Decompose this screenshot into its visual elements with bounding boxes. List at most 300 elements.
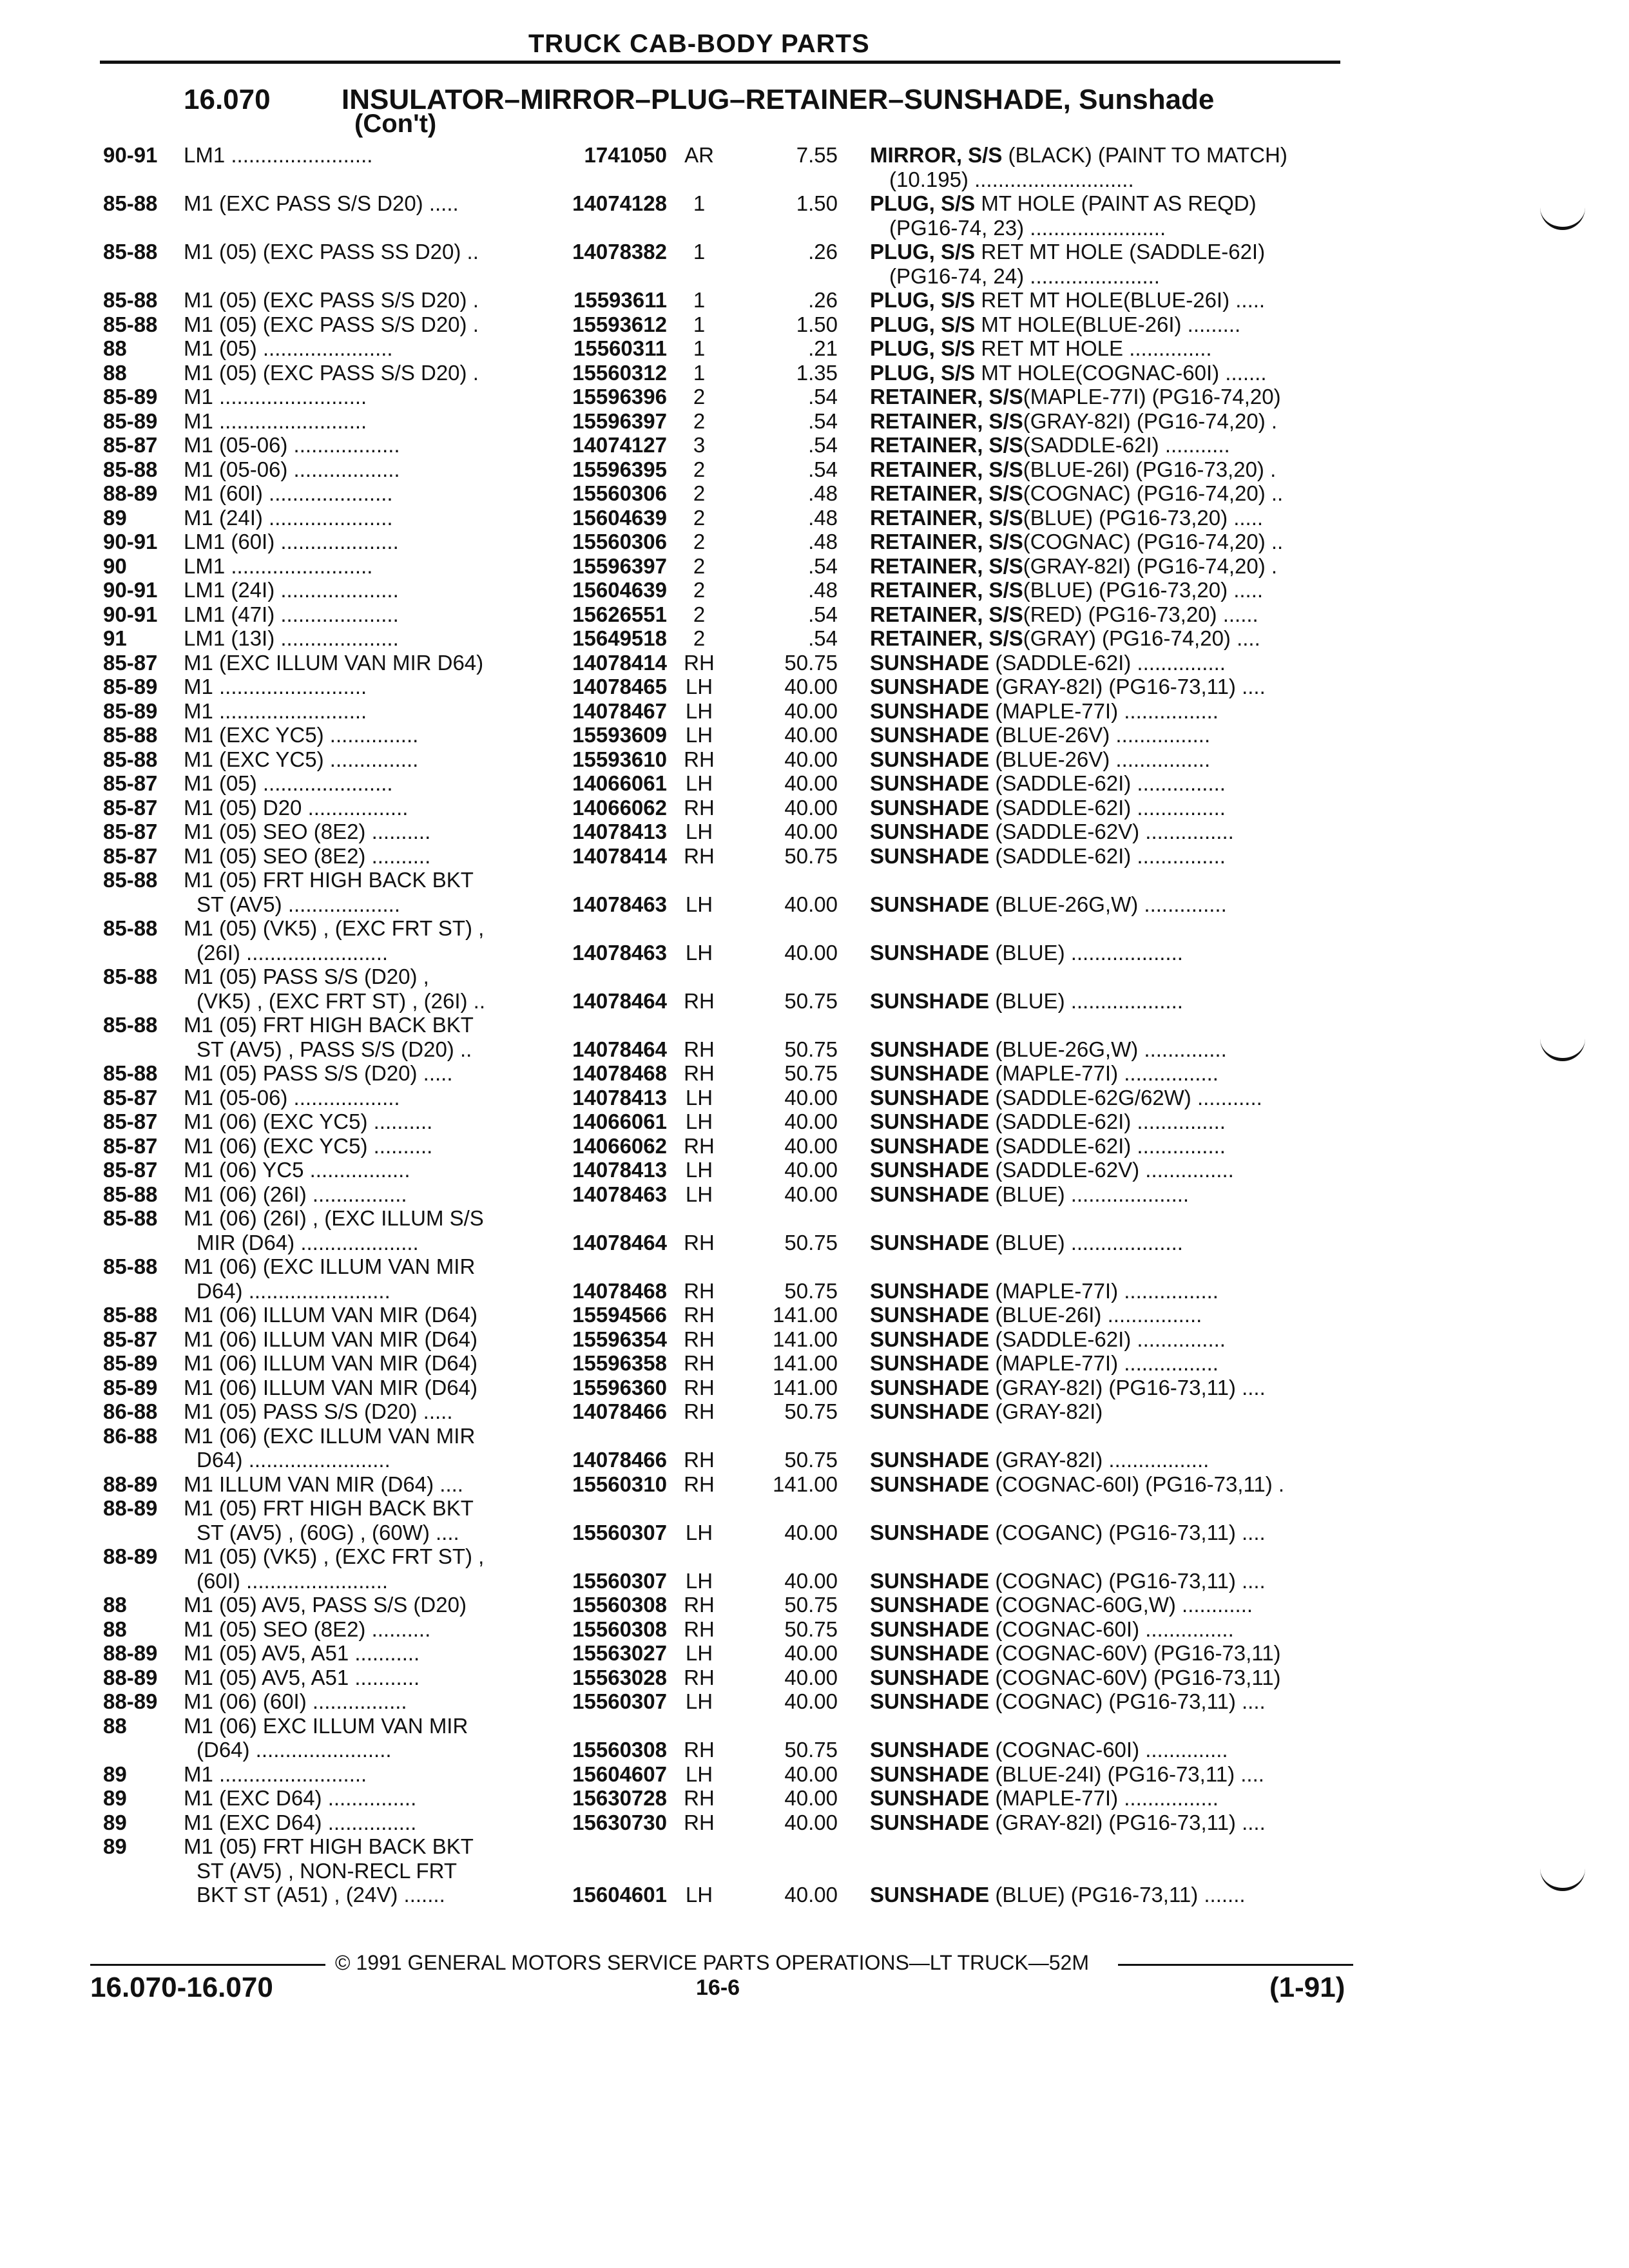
quantity: 1: [693, 360, 706, 385]
usage-description: LM1 (24I) ....................: [184, 578, 399, 602]
model-years: 85-89: [103, 408, 158, 433]
table-row: [0, 264, 1629, 289]
part-name: (10.195) ...........................: [889, 167, 1134, 191]
model-years: 86-88: [103, 1423, 158, 1448]
section-number: 16.070: [184, 84, 271, 115]
usage-description: M1 (05) D20 .................: [184, 795, 409, 820]
running-title: TRUCK CAB-BODY PARTS: [528, 30, 870, 58]
table-row: [0, 409, 1629, 434]
part-number: 14074127: [572, 433, 667, 457]
model-years: 85-89: [103, 675, 158, 698]
quantity: 1: [693, 288, 706, 312]
table-row: [0, 1714, 1629, 1738]
model-years: 85-88: [103, 1254, 158, 1278]
part-name: SUNSHADE (SADDLE-62I) ...............: [870, 771, 1226, 795]
table-row: [0, 481, 1629, 506]
part-name: RETAINER, S/S(RED) (PG16-73,20) ......: [870, 602, 1258, 626]
part-number: 15560307: [572, 1568, 667, 1593]
usage-description: M1 (05) AV5, A51 ...........: [184, 1641, 420, 1665]
quantity: LH: [685, 1568, 713, 1593]
usage-description: ST (AV5) , PASS S/S (D20) ..: [197, 1037, 472, 1061]
part-number: 15593610: [572, 747, 667, 771]
quantity: LH: [685, 1641, 713, 1665]
model-years: 90: [103, 553, 127, 578]
quantity: RH: [684, 1327, 715, 1351]
part-number: 14066061: [572, 771, 667, 795]
model-years: 88-89: [103, 1472, 158, 1496]
price: .26: [808, 288, 838, 312]
table-row: [0, 288, 1629, 312]
table-row: [0, 530, 1629, 554]
table-row: [0, 336, 1629, 361]
quantity: LH: [685, 940, 713, 965]
price: 50.75: [784, 650, 838, 675]
price: 40.00: [784, 795, 838, 820]
price: .26: [808, 240, 838, 264]
part-number: 15630728: [572, 1786, 667, 1810]
model-years: 85-88: [103, 191, 158, 215]
footer-rule-right: [1118, 1964, 1353, 1966]
price: 141.00: [773, 1472, 838, 1496]
part-name: SUNSHADE (SADDLE-62I) ...............: [870, 795, 1226, 820]
quantity: 2: [693, 408, 706, 433]
part-number: 15604639: [572, 505, 667, 530]
price: 50.75: [784, 1593, 838, 1617]
part-name: SUNSHADE (MAPLE-77I) ................: [870, 1061, 1219, 1085]
part-number: 15560310: [572, 1472, 667, 1496]
table-row: [0, 1231, 1629, 1255]
usage-description: M1 (05) SEO (8E2) ..........: [184, 843, 431, 868]
price: 50.75: [784, 1037, 838, 1061]
quantity: RH: [684, 1448, 715, 1472]
part-number: 15560312: [572, 360, 667, 385]
price: 50.75: [784, 1230, 838, 1254]
usage-description: (60I) ........................: [197, 1568, 389, 1593]
part-name: SUNSHADE (SADDLE-62V) ...............: [870, 1158, 1234, 1182]
quantity: RH: [684, 1375, 715, 1399]
part-name: RETAINER, S/S(GRAY) (PG16-74,20) ....: [870, 626, 1260, 650]
usage-description: M1 (05) (EXC PASS SS D20) ..: [184, 240, 479, 264]
usage-description: M1 (06) EXC ILLUM VAN MIR: [184, 1713, 468, 1738]
model-years: 85-87: [103, 1133, 158, 1158]
quantity: 1: [693, 191, 706, 215]
quantity: LH: [685, 771, 713, 795]
table-row: [0, 1182, 1629, 1207]
usage-description: LM1 (60I) ....................: [184, 530, 399, 553]
part-name: SUNSHADE (SADDLE-62I) ...............: [870, 1327, 1226, 1351]
part-number: 15563027: [572, 1641, 667, 1665]
price: 40.00: [784, 771, 838, 795]
part-name: PLUG, S/S RET MT HOLE(BLUE-26I) .....: [870, 288, 1266, 312]
part-name: SUNSHADE (BLUE) ...................: [870, 940, 1183, 965]
part-number: 15596358: [572, 1351, 667, 1375]
table-row: [0, 1013, 1629, 1037]
usage-description: MIR (D64) ....................: [197, 1230, 419, 1254]
price: .48: [808, 505, 838, 530]
usage-description: M1 (EXC D64) ...............: [184, 1810, 417, 1834]
usage-description: M1 .........................: [184, 698, 367, 723]
usage-description: M1 (06) ILLUM VAN MIR (D64): [184, 1327, 477, 1351]
table-row: [0, 168, 1629, 192]
part-number: 15596397: [572, 553, 667, 578]
part-name: SUNSHADE (GRAY-82I) .................: [870, 1448, 1210, 1472]
table-row: [0, 1206, 1629, 1231]
part-number: 14078463: [572, 1182, 667, 1206]
usage-description: D64) ........................: [197, 1278, 390, 1303]
table-row: [0, 1738, 1629, 1762]
price: 40.00: [784, 1568, 838, 1593]
table-row: [0, 1472, 1629, 1497]
part-name: SUNSHADE (BLUE-26G,W) ..............: [870, 1037, 1227, 1061]
part-name: RETAINER, S/S(BLUE) (PG16-73,20) .....: [870, 578, 1264, 602]
table-row: [0, 1376, 1629, 1400]
quantity: RH: [684, 1399, 715, 1423]
model-years: 90-91: [103, 578, 158, 602]
model-years: 85-88: [103, 1061, 158, 1085]
footer-rule-left: [90, 1964, 325, 1966]
part-name: SUNSHADE (BLUE) ...................: [870, 988, 1183, 1013]
usage-description: M1 .........................: [184, 408, 367, 433]
usage-description: M1 (05) PASS S/S (D20) .....: [184, 1399, 453, 1423]
table-row: [0, 699, 1629, 724]
price: 40.00: [784, 1665, 838, 1689]
part-number: 14078466: [572, 1448, 667, 1472]
usage-description: M1 (EXC PASS S/S D20) .....: [184, 191, 459, 215]
model-years: 88-89: [103, 1544, 158, 1568]
usage-description: M1 (06) ILLUM VAN MIR (D64): [184, 1375, 477, 1399]
part-name: SUNSHADE (COGNAC-60G,W) ............: [870, 1593, 1253, 1617]
table-row: [0, 602, 1629, 627]
table-row: [0, 796, 1629, 820]
table-row: [0, 1327, 1629, 1352]
usage-description: M1 .........................: [184, 1762, 367, 1786]
model-years: 85-88: [103, 457, 158, 481]
part-number: 14078466: [572, 1399, 667, 1423]
usage-description: M1 (06) (EXC ILLUM VAN MIR: [184, 1423, 476, 1448]
model-years: 85-87: [103, 795, 158, 820]
part-name: SUNSHADE (MAPLE-77I) ................: [870, 1351, 1219, 1375]
part-number: 14078413: [572, 1158, 667, 1182]
quantity: LH: [685, 1085, 713, 1110]
table-row: [0, 651, 1629, 675]
part-name: RETAINER, S/S(COGNAC) (PG16-74,20) ..: [870, 530, 1284, 553]
table-row: [0, 1134, 1629, 1158]
quantity: 2: [693, 505, 706, 530]
table-row: [0, 1424, 1629, 1448]
part-number: 14066061: [572, 1110, 667, 1133]
part-number: 15596395: [572, 457, 667, 481]
table-row: [0, 771, 1629, 796]
table-row: [0, 965, 1629, 989]
usage-description: M1 (06) (26I) , (EXC ILLUM S/S: [184, 1206, 484, 1230]
usage-description: M1 (06) (60I) ................: [184, 1689, 407, 1713]
price: .21: [808, 336, 838, 360]
part-number: 15630730: [572, 1810, 667, 1834]
usage-description: M1 (05) SEO (8E2) ..........: [184, 820, 431, 843]
price: 40.00: [784, 1762, 838, 1786]
model-years: 85-88: [103, 916, 158, 940]
table-row: [0, 312, 1629, 337]
table-row: [0, 1786, 1629, 1811]
table-row: [0, 1279, 1629, 1303]
model-years: 88-89: [103, 1641, 158, 1665]
usage-description: M1 (05) AV5, A51 ...........: [184, 1665, 420, 1689]
part-number: 15594566: [572, 1303, 667, 1327]
part-number: 15604639: [572, 578, 667, 602]
part-number: 14078413: [572, 820, 667, 843]
part-name: RETAINER, S/S(BLUE-26I) (PG16-73,20) .: [870, 457, 1277, 481]
model-years: 89: [103, 1834, 127, 1858]
table-row: [0, 941, 1629, 965]
price: 50.75: [784, 1448, 838, 1472]
model-years: 85-88: [103, 312, 158, 336]
part-number: 15560308: [572, 1617, 667, 1641]
price: 40.00: [784, 892, 838, 916]
price: .48: [808, 578, 838, 602]
page-number: 16-6: [696, 1975, 740, 2000]
model-years: 91: [103, 626, 127, 650]
table-row: [0, 844, 1629, 869]
usage-description: (D64) .......................: [197, 1738, 392, 1762]
usage-description: M1 (06) ILLUM VAN MIR (D64): [184, 1351, 477, 1375]
usage-description: M1 (05) FRT HIGH BACK BKT: [184, 1496, 474, 1520]
part-number: 15596360: [572, 1375, 667, 1399]
price: .54: [808, 385, 838, 408]
table-row: [0, 1496, 1629, 1521]
quantity: LH: [685, 1158, 713, 1182]
part-number: 14078467: [572, 698, 667, 723]
usage-description: ST (AV5) , (60G) , (60W) ....: [197, 1520, 459, 1544]
part-name: SUNSHADE (BLUE-26G,W) ..............: [870, 892, 1227, 916]
part-number: 15560308: [572, 1593, 667, 1617]
usage-description: M1 (EXC YC5) ...............: [184, 723, 419, 747]
quantity: LH: [685, 675, 713, 698]
table-row: [0, 554, 1629, 579]
part-name: SUNSHADE (COGNAC-60I) ..............: [870, 1738, 1228, 1762]
table-row: [0, 385, 1629, 409]
quantity: LH: [685, 820, 713, 843]
part-name: SUNSHADE (BLUE-26I) ................: [870, 1303, 1202, 1327]
table-row: [0, 1037, 1629, 1062]
table-row: [0, 578, 1629, 602]
part-name: SUNSHADE (GRAY-82I) (PG16-73,11) ....: [870, 675, 1266, 698]
quantity: 1: [693, 240, 706, 264]
part-name: MIRROR, S/S (BLACK) (PAINT TO MATCH): [870, 143, 1287, 167]
model-years: 88: [103, 1713, 127, 1738]
part-number: 15563028: [572, 1665, 667, 1689]
quantity: RH: [684, 1786, 715, 1810]
price: .54: [808, 602, 838, 626]
usage-description: M1 (05) ......................: [184, 336, 393, 360]
quantity: 3: [693, 433, 706, 457]
table-row: [0, 1689, 1629, 1714]
part-name: SUNSHADE (BLUE-24I) (PG16-73,11) ....: [870, 1762, 1264, 1786]
model-years: 89: [103, 1786, 127, 1810]
model-years: 90-91: [103, 602, 158, 626]
price: 40.00: [784, 820, 838, 843]
part-number: 14078463: [572, 940, 667, 965]
part-number: 15649518: [572, 626, 667, 650]
price: 40.00: [784, 1133, 838, 1158]
quantity: 1: [693, 336, 706, 360]
quantity: RH: [684, 1738, 715, 1762]
usage-description: ST (AV5) , NON-RECL FRT: [197, 1858, 457, 1883]
price: 40.00: [784, 1158, 838, 1182]
part-number: 15560311: [573, 336, 667, 360]
model-years: 85-88: [103, 288, 158, 312]
price: 50.75: [784, 1738, 838, 1762]
usage-description: M1 (24I) .....................: [184, 505, 393, 530]
quantity: LH: [685, 698, 713, 723]
usage-description: M1 (05-06) ..................: [184, 1085, 400, 1110]
price: 40.00: [784, 698, 838, 723]
part-number: 15596396: [572, 385, 667, 408]
table-row: [0, 1641, 1629, 1666]
model-years: 90-91: [103, 530, 158, 553]
table-row: [0, 1544, 1629, 1569]
price: 141.00: [773, 1327, 838, 1351]
usage-description: M1 ILLUM VAN MIR (D64) ....: [184, 1472, 463, 1496]
usage-description: M1 (06) (EXC YC5) ..........: [184, 1133, 433, 1158]
table-row: [0, 143, 1629, 168]
price: 40.00: [784, 1182, 838, 1206]
part-number: 15604607: [572, 1762, 667, 1786]
table-row: [0, 1303, 1629, 1327]
quantity: RH: [684, 1351, 715, 1375]
usage-description: M1 (05) SEO (8E2) ..........: [184, 1617, 431, 1641]
quantity: RH: [684, 747, 715, 771]
price: 40.00: [784, 1520, 838, 1544]
part-name: PLUG, S/S MT HOLE (PAINT AS REQD): [870, 191, 1257, 215]
usage-description: M1 (05) (VK5) , (EXC FRT ST) ,: [184, 916, 485, 940]
part-name: SUNSHADE (BLUE) (PG16-73,11) .......: [870, 1883, 1246, 1907]
table-row: [0, 1811, 1629, 1835]
part-number: 15593612: [572, 312, 667, 336]
part-number: 14078468: [572, 1061, 667, 1085]
price: .54: [808, 553, 838, 578]
price: 40.00: [784, 1883, 838, 1907]
usage-description: M1 (06) (EXC ILLUM VAN MIR: [184, 1254, 476, 1278]
part-number: 14078465: [572, 675, 667, 698]
quantity: RH: [684, 1665, 715, 1689]
part-number: 14078414: [572, 650, 667, 675]
part-number: 15626551: [572, 602, 667, 626]
price: 40.00: [784, 1641, 838, 1665]
model-years: 88-89: [103, 1496, 158, 1520]
usage-description: M1 (05-06) ..................: [184, 433, 400, 457]
part-number: 15560306: [572, 530, 667, 553]
table-row: [0, 191, 1629, 216]
quantity: RH: [684, 1472, 715, 1496]
quantity: AR: [684, 143, 714, 167]
part-number: 14078464: [572, 1037, 667, 1061]
price: 40.00: [784, 1786, 838, 1810]
table-row: [0, 1859, 1629, 1883]
part-name: SUNSHADE (GRAY-82I): [870, 1399, 1103, 1423]
quantity: RH: [684, 1037, 715, 1061]
price: 1.50: [796, 312, 838, 336]
quantity: 2: [693, 481, 706, 505]
usage-description: M1 (06) (EXC YC5) ..........: [184, 1110, 433, 1133]
price: .54: [808, 408, 838, 433]
part-name: SUNSHADE (SADDLE-62I) ...............: [870, 1110, 1226, 1133]
part-name: SUNSHADE (BLUE) ....................: [870, 1182, 1190, 1206]
usage-description: M1 .........................: [184, 385, 367, 408]
table-row: [0, 1521, 1629, 1545]
part-number: 14078464: [572, 1230, 667, 1254]
part-name: RETAINER, S/S(SADDLE-62I) ...........: [870, 433, 1230, 457]
quantity: RH: [684, 1133, 715, 1158]
quantity: 2: [693, 626, 706, 650]
part-name: (PG16-74, 23) .......................: [889, 215, 1166, 240]
model-years: 85-88: [103, 868, 158, 892]
usage-description: M1 (05) (EXC PASS S/S D20) .: [184, 288, 479, 312]
usage-description: M1 (05) FRT HIGH BACK BKT: [184, 1013, 474, 1037]
usage-description: M1 .........................: [184, 675, 367, 698]
usage-description: LM1 (47I) ....................: [184, 602, 399, 626]
usage-description: LM1 ........................: [184, 553, 373, 578]
part-name: SUNSHADE (GRAY-82I) (PG16-73,11) ....: [870, 1375, 1266, 1399]
table-row: [0, 1448, 1629, 1472]
usage-description: M1 (05-06) ..................: [184, 457, 400, 481]
quantity: 1: [693, 312, 706, 336]
quantity: 2: [693, 385, 706, 408]
part-number: 15593609: [572, 723, 667, 747]
part-number: 15560307: [572, 1689, 667, 1713]
part-name: PLUG, S/S RET MT HOLE ..............: [870, 336, 1212, 360]
usage-description: M1 (05) FRT HIGH BACK BKT: [184, 868, 474, 892]
price: .48: [808, 481, 838, 505]
usage-description: M1 (05) AV5, PASS S/S (D20): [184, 1593, 467, 1617]
price: 40.00: [784, 1085, 838, 1110]
model-years: 85-87: [103, 1085, 158, 1110]
part-number: 15560307: [572, 1520, 667, 1544]
price: 40.00: [784, 747, 838, 771]
table-row: [0, 1351, 1629, 1376]
part-number: 15560306: [572, 481, 667, 505]
model-years: 88-89: [103, 1665, 158, 1689]
quantity: RH: [684, 843, 715, 868]
part-number: 15604601: [572, 1883, 667, 1907]
quantity: 2: [693, 530, 706, 553]
part-name: SUNSHADE (SADDLE-62G/62W) ...........: [870, 1085, 1262, 1110]
part-name: SUNSHADE (COGNAC) (PG16-73,11) ....: [870, 1689, 1266, 1713]
usage-description: M1 (05) ......................: [184, 771, 393, 795]
quantity: RH: [684, 1303, 715, 1327]
price: .54: [808, 626, 838, 650]
table-row: [0, 240, 1629, 264]
quantity: 2: [693, 602, 706, 626]
usage-description: (VK5) , (EXC FRT ST) , (26I) ..: [197, 988, 486, 1013]
part-name: RETAINER, S/S(GRAY-82I) (PG16-74,20) .: [870, 553, 1278, 578]
usage-description: M1 (05) PASS S/S (D20) ,: [184, 965, 429, 988]
part-number: 14078414: [572, 843, 667, 868]
model-years: 85-88: [103, 965, 158, 988]
price: 40.00: [784, 723, 838, 747]
usage-description: ST (AV5) ...................: [197, 892, 401, 916]
price: 7.55: [796, 143, 838, 167]
usage-description: M1 (EXC YC5) ...............: [184, 747, 419, 771]
part-name: SUNSHADE (MAPLE-77I) ................: [870, 1278, 1219, 1303]
usage-description: LM1 (13I) ....................: [184, 626, 399, 650]
part-name: SUNSHADE (MAPLE-77I) ................: [870, 698, 1219, 723]
usage-description: (26I) ........................: [197, 940, 389, 965]
usage-description: M1 (06) YC5 .................: [184, 1158, 410, 1182]
usage-description: M1 (05) (VK5) , (EXC FRT ST) ,: [184, 1544, 485, 1568]
model-years: 90-91: [103, 143, 158, 167]
table-row: [0, 1254, 1629, 1279]
part-name: SUNSHADE (SADDLE-62I) ...............: [870, 1133, 1226, 1158]
